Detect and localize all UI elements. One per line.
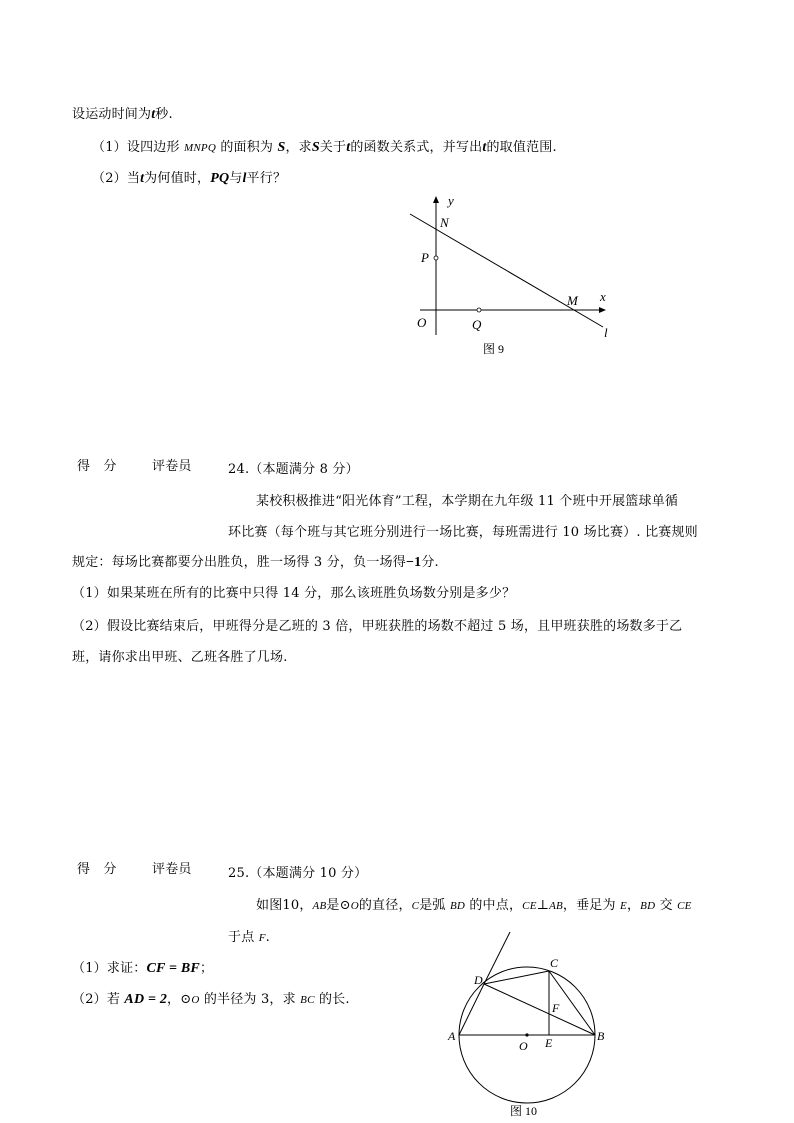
q25-para2: 于点 F. (228, 930, 270, 945)
q24-title: 24.（本题满分 8 分） (228, 462, 359, 477)
label-x: x (600, 289, 606, 304)
label-n: N (440, 215, 449, 230)
label-f: F (552, 1001, 560, 1015)
q24-para1: 某校积极推进“阳光体育”工程，本学期在九年级 11 个班中开展篮球单循 (256, 494, 679, 509)
q25-part1: （1）求证：CF = BF； (72, 961, 214, 976)
label-y: y (448, 193, 454, 208)
label-o: O (519, 1039, 528, 1053)
label-q: Q (472, 317, 482, 332)
q24-part1: （1）如果某班在所有的比赛中只得 14 分，那么该班胜负场数分别是多少？ (72, 586, 516, 601)
label-o: O (417, 315, 427, 330)
label-p: P (421, 250, 429, 265)
q24-part2a: （2）假设比赛结束后，甲班得分是乙班的 3 倍，甲班获胜的场数不超过 5 场，且甲班获胜的场数多于乙 (72, 619, 683, 634)
label-b: B (597, 1029, 605, 1043)
chord-db (484, 984, 595, 1035)
q23-part1: （1）设四边形 MNPQ 的面积为 S，求S关于t的函数关系式，并写出t的取值范围. (92, 140, 557, 155)
q24-para3: 规定：每场比赛都要分出胜负，胜一场得 3 分，负一场得−1分. (72, 555, 439, 570)
score-label-25: 得 分 (77, 862, 117, 877)
label-l: l (604, 325, 608, 340)
grader-label-24: 评卷员 (152, 459, 192, 474)
q25-title: 25.（本题满分 10 分） (228, 866, 368, 881)
q25-part2: （2）若 AD = 2，⊙O 的半径为 3，求 BC 的长. (72, 992, 350, 1007)
center-o (525, 1033, 528, 1036)
label-d: D (474, 973, 483, 987)
score-label-24: 得 分 (77, 459, 117, 474)
segment-ad (459, 984, 484, 1035)
chord-dc (484, 971, 549, 984)
label-a: A (448, 1029, 456, 1043)
q23-part2: （2）当t为何值时，PQ与l平行？ (92, 171, 287, 186)
caption-9: 图 9 (483, 342, 505, 356)
label-m: M (567, 293, 578, 308)
label-c: C (550, 956, 559, 970)
grader-label-25: 评卷员 (152, 862, 192, 877)
q24-para2: 环比赛（每个班与其它班分别进行一场比赛，每班需进行 10 场比赛）. 比赛规则 (228, 525, 698, 540)
q23-intro: 设运动时间为t秒. (72, 107, 173, 122)
caption-10: 图 10 (510, 1104, 538, 1118)
q24-part2b: 班，请你求出甲班、乙班各胜了几场. (72, 650, 288, 665)
label-e: E (545, 1036, 553, 1050)
ray-ad-extended (484, 932, 510, 984)
q25-para1: 如图10，AB是⊙O的直径，C是弧 BD 的中点，CE⊥AB，垂足为 E，BD 交 CE (256, 898, 692, 913)
